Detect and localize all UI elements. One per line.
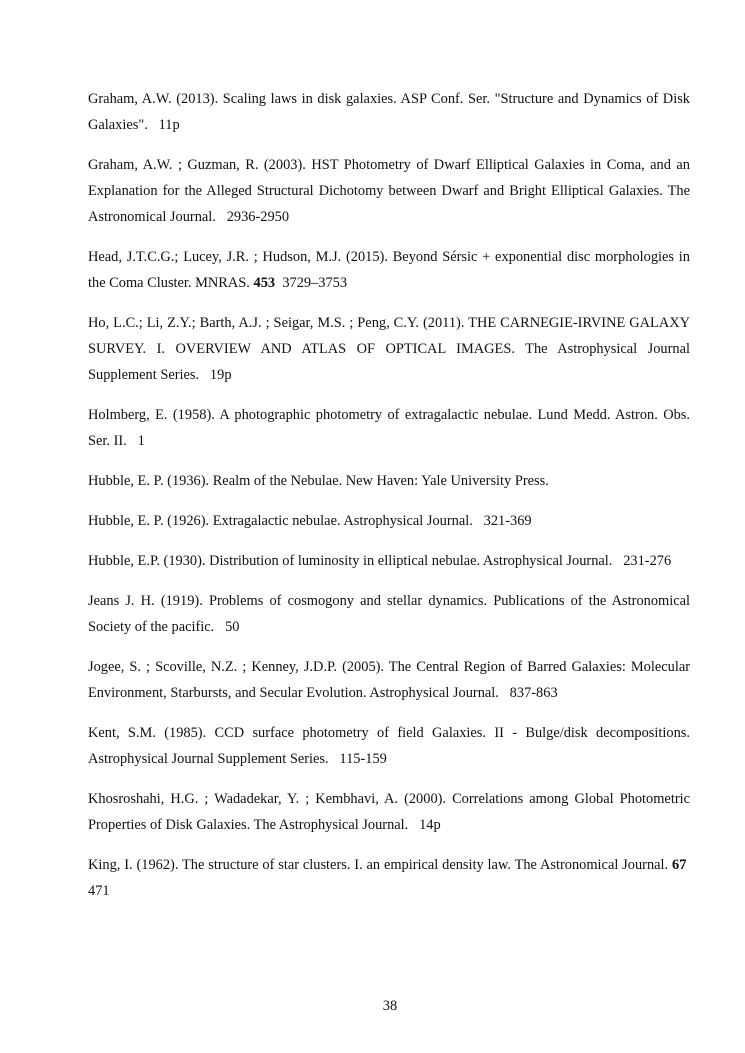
reference-entry [88, 468, 690, 494]
reference-pages: 50 [225, 619, 240, 635]
reference-pages: 115-159 [339, 751, 387, 767]
reference-entry [88, 654, 690, 706]
reference-entry [88, 786, 690, 838]
reference-pages: 321-369 [483, 513, 532, 529]
reference-entry [88, 152, 690, 230]
reference-entry [88, 852, 690, 904]
reference-text: Jeans J. H. (1919). Problems of cosmogony and stellar dynamics. Publications of the Astronomical Society of the pacific. [88, 593, 690, 635]
page-number: 38 [382, 998, 398, 1014]
reference-pages: 3729–3753 [282, 275, 348, 291]
reference-entry [88, 86, 690, 138]
reference-text: King, I. (1962). The structure of star clusters. I. an empirical density law. The Astronomical Journal. [88, 857, 669, 873]
reference-text: Jogee, S. ; Scoville, N.Z. ; Kenney, J.D.P. (2005). The Central Region of Barred Galaxies: Molecular Environment, Starbursts, and Secular Evolution. Astrophysical Journal. [88, 659, 690, 701]
reference-entry [88, 402, 690, 454]
reference-entry [88, 310, 690, 388]
reference-text: Ho, L.C.; Li, Z.Y.; Barth, A.J. ; Seigar, M.S. ; Peng, C.Y. (2011). THE CARNEGIE-IRVINE GALAXY SURVEY. I. OVERVIEW AND ATLAS OF OPTICAL IMAGES. The Astrophysical Journal Supplement Series. [88, 315, 690, 383]
reference-pages: 231-276 [623, 553, 672, 569]
reference-volume: 67 [672, 857, 687, 873]
reference-entry [88, 548, 690, 574]
reference-pages: 471 [88, 883, 110, 899]
reference-pages: 2936-2950 [226, 209, 290, 225]
reference-entry [88, 508, 690, 534]
reference-text: Head, J.T.C.G.; Lucey, J.R. ; Hudson, M.J. (2015). Beyond Sérsic + exponential disc morphologies in the Coma Cluster. MNRAS. [88, 249, 690, 291]
reference-text: Hubble, E. P. (1936). Realm of the Nebulae. New Haven: Yale University Press. [88, 473, 549, 489]
reference-entry [88, 244, 690, 296]
reference-entry [88, 588, 690, 640]
reference-text: Kent, S.M. (1985). CCD surface photometry of field Galaxies. II - Bulge/disk decompositions. Astrophysical Journal Supplement Series. [88, 725, 690, 767]
reference-text: Hubble, E. P. (1926). Extragalactic nebulae. Astrophysical Journal. [88, 513, 473, 529]
reference-text: Khosroshahi, H.G. ; Wadadekar, Y. ; Kembhavi, A. (2000). Correlations among Global Photometric Properties of Disk Galaxies. The Astrophysical Journal. [88, 791, 690, 833]
reference-entry [88, 720, 690, 772]
reference-text: Hubble, E.P. (1930). Distribution of luminosity in elliptical nebulae. Astrophysical Journal. [88, 553, 613, 569]
reference-list [88, 86, 690, 918]
reference-text: Graham, A.W. (2013). Scaling laws in disk galaxies. ASP Conf. Ser. "Structure and Dynamics of Disk Galaxies". [88, 91, 690, 133]
reference-text: Graham, A.W. ; Guzman, R. (2003). HST Photometry of Dwarf Elliptical Galaxies in Coma, and an Explanation for the Alleged Structural Dichotomy between Dwarf and Bright Elliptical Galaxies. The Astronomical Journal. [88, 157, 690, 225]
reference-volume: 453 [253, 275, 276, 291]
reference-pages: 14p [419, 817, 441, 833]
reference-text: Holmberg, E. (1958). A photographic photometry of extragalactic nebulae. Lund Medd. Astron. Obs. Ser. II. [88, 407, 690, 449]
reference-pages: 837-863 [509, 685, 558, 701]
reference-pages: 19p [209, 367, 232, 383]
reference-pages: 11p [158, 117, 180, 133]
reference-pages: 1 [137, 433, 145, 449]
